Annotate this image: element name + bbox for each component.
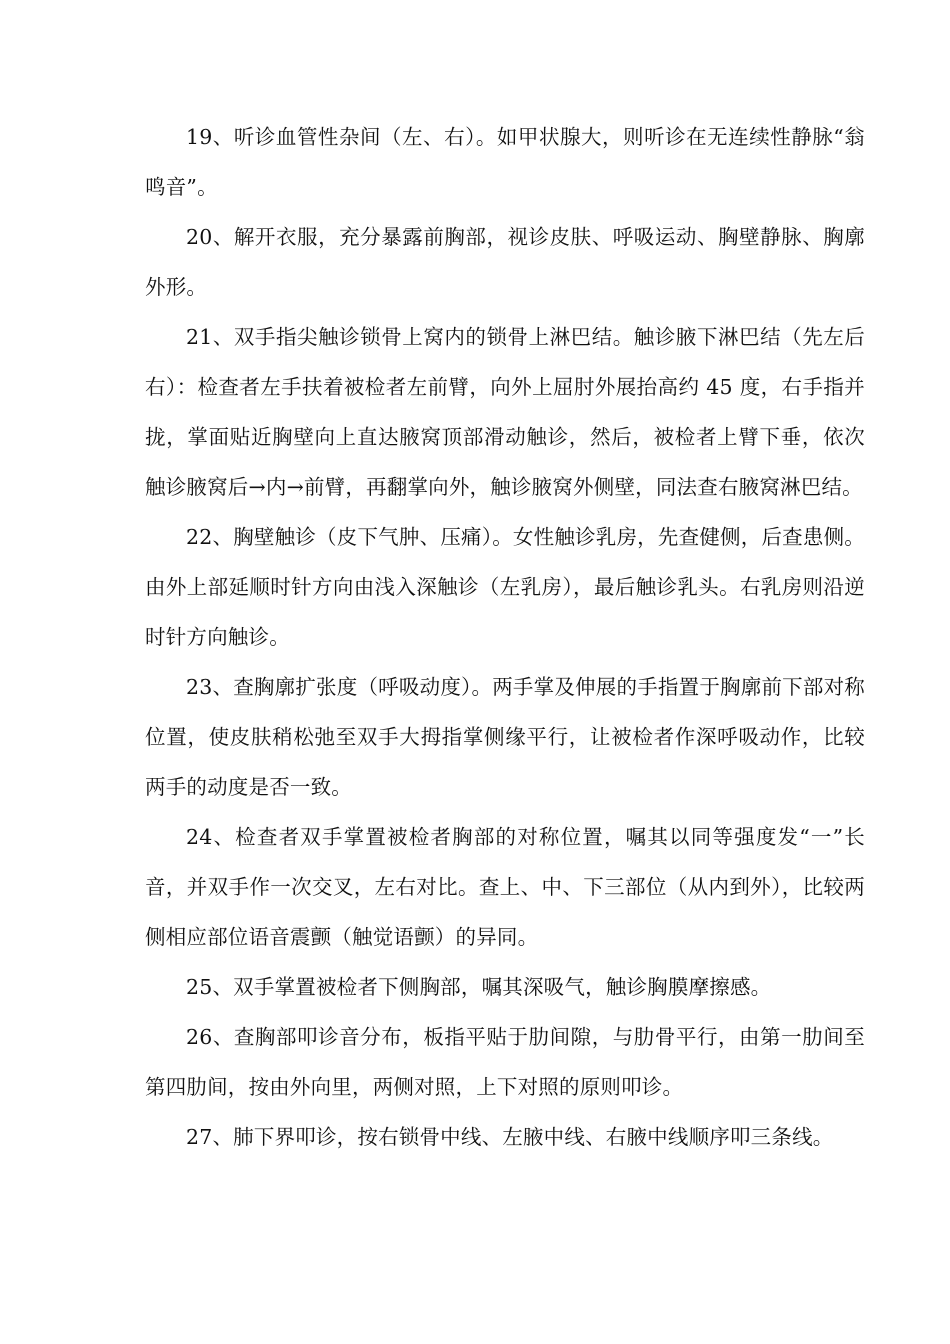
paragraph-26: 26、查胸部叩诊音分布，板指平贴于肋间隙，与肋骨平行，由第一肋间至第四肋间，按由外向里，两侧对照，上下对照的原则叩诊。 (145, 1025, 865, 1099)
paragraph-22: 22、胸壁触诊（皮下气肿、压痛）。女性触诊乳房，先查健侧，后查患侧。由外上部延顺时针方向由浅入深触诊（左乳房），最后触诊乳头。右乳房则沿逆时针方向触诊。 (145, 525, 865, 649)
document-body (145, 112, 865, 1162)
paragraph-24: 24、检查者双手掌置被检者胸部的对称位置，嘱其以同等强度发“一”长音，并双手作一次交叉，左右对比。查上、中、下三部位（从内到外），比较两侧相应部位语音震颤（触觉语颤）的异同。 (145, 825, 865, 949)
paragraph-27: 27、肺下界叩诊，按右锁骨中线、左腋中线、右腋中线顺序叩三条线。 (186, 1125, 834, 1149)
paragraph-23: 23、查胸廓扩张度（呼吸动度）。两手掌及伸展的手指置于胸廓前下部对称位置，使皮肤稍松弛至双手大拇指掌侧缘平行，让被检者作深呼吸动作，比较两手的动度是否一致。 (145, 675, 865, 799)
paragraph-20: 20、解开衣服，充分暴露前胸部，视诊皮肤、呼吸运动、胸壁静脉、胸廓外形。 (145, 225, 865, 299)
paragraph-25: 25、双手掌置被检者下侧胸部，嘱其深吸气，触诊胸膜摩擦感。 (186, 975, 772, 999)
paragraph-19: 19、听诊血管性杂间（左、右）。如甲状腺大，则听诊在无连续性静脉“翁鸣音”。 (145, 125, 865, 199)
paragraph-21: 21、双手指尖触诊锁骨上窝内的锁骨上淋巴结。触诊腋下淋巴结（先左后右）：检查者左手扶着被检者左前臂，向外上屈肘外展抬高约 45 度，右手指并拢，掌面贴近胸壁向上直达腋窝顶部滑动触诊，然后，被检者上臂下垂，依次触诊腋窝后→内→前臂，再翻掌向外，触诊腋窝外侧壁，同法查右腋窝淋巴结。 (145, 325, 865, 499)
